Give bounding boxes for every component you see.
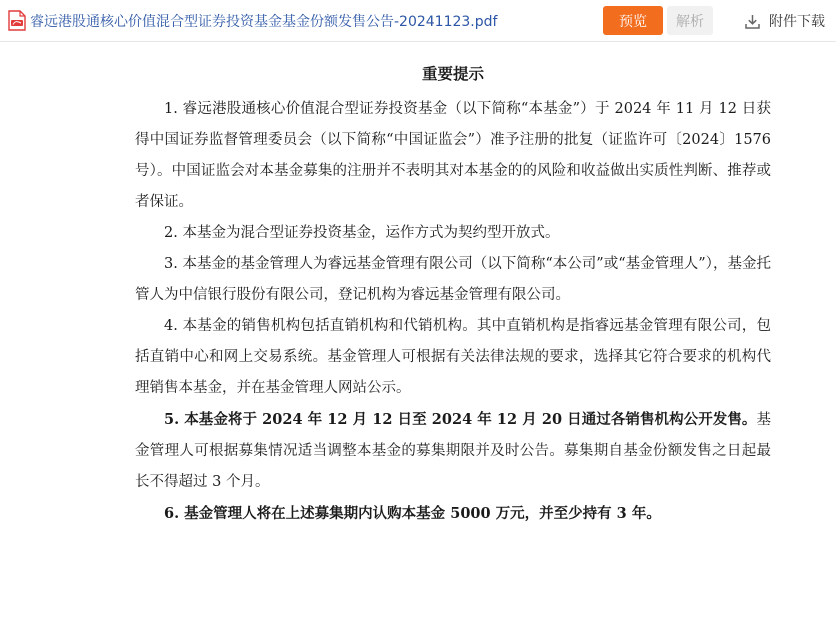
- parse-button[interactable]: 解析: [667, 6, 713, 35]
- paragraph-4: 4. 本基金的销售机构包括直销机构和代销机构。其中直销机构是指睿远基金管理有限公司，包括直销中心和网上交易系统。基金管理人可根据有关法律法规的要求，选择其它符合要求的机构代理销售本基金，并在基金管理人网站公示。: [135, 318, 771, 396]
- paragraph-3: 3. 本基金的基金管理人为睿远基金管理有限公司（以下简称“本公司”或“基金管理人”），基金托管人为中信银行股份有限公司，登记机构为睿远基金管理有限公司。: [135, 256, 771, 303]
- file-title-link[interactable]: 睿远港股通核心价值混合型证券投资基金基金份额发售公告-20241123.pdf: [30, 14, 498, 30]
- top-toolbar: [0, 0, 836, 42]
- preview-button[interactable]: 预览: [603, 6, 663, 35]
- paragraph-5-rest: 基金管理人可根据募集情况适当调整本基金的募集期限并及时公告。募集期自基金份额发售之日起最长不得超过 3 个月。: [135, 412, 771, 490]
- paragraph-5-bold: 5. 本基金将于 2024 年 12 月 12 日至 2024 年 12 月 20 日通过各销售机构公开发售。: [164, 411, 757, 428]
- paragraph-2: 2. 本基金为混合型证券投资基金，运作方式为契约型开放式。: [164, 225, 560, 241]
- paragraph-5: [135, 404, 771, 498]
- download-label: 附件下载: [769, 14, 825, 30]
- paragraph-6: 6. 基金管理人将在上述募集期内认购本基金 5000 万元，并至少持有 3 年。: [164, 505, 661, 522]
- document-page: [135, 42, 771, 529]
- document-heading: 重要提示: [421, 64, 484, 83]
- paragraph-1: 1. 睿远港股通核心价值混合型证券投资基金（以下简称“本基金”）于 2024 年 11 月 12 日获得中国证券监督管理委员会（以下简称“中国证监会”）准予注册的批复（证监许可〔2024〕1576 号）。中国证监会对本基金募集的注册并不表明其对本基金的的风险和收益做出实质性判断、推荐或者保证。: [135, 101, 772, 210]
- pdf-icon: [8, 10, 26, 31]
- download-attachment-button[interactable]: [744, 10, 825, 32]
- download-icon: [744, 13, 761, 30]
